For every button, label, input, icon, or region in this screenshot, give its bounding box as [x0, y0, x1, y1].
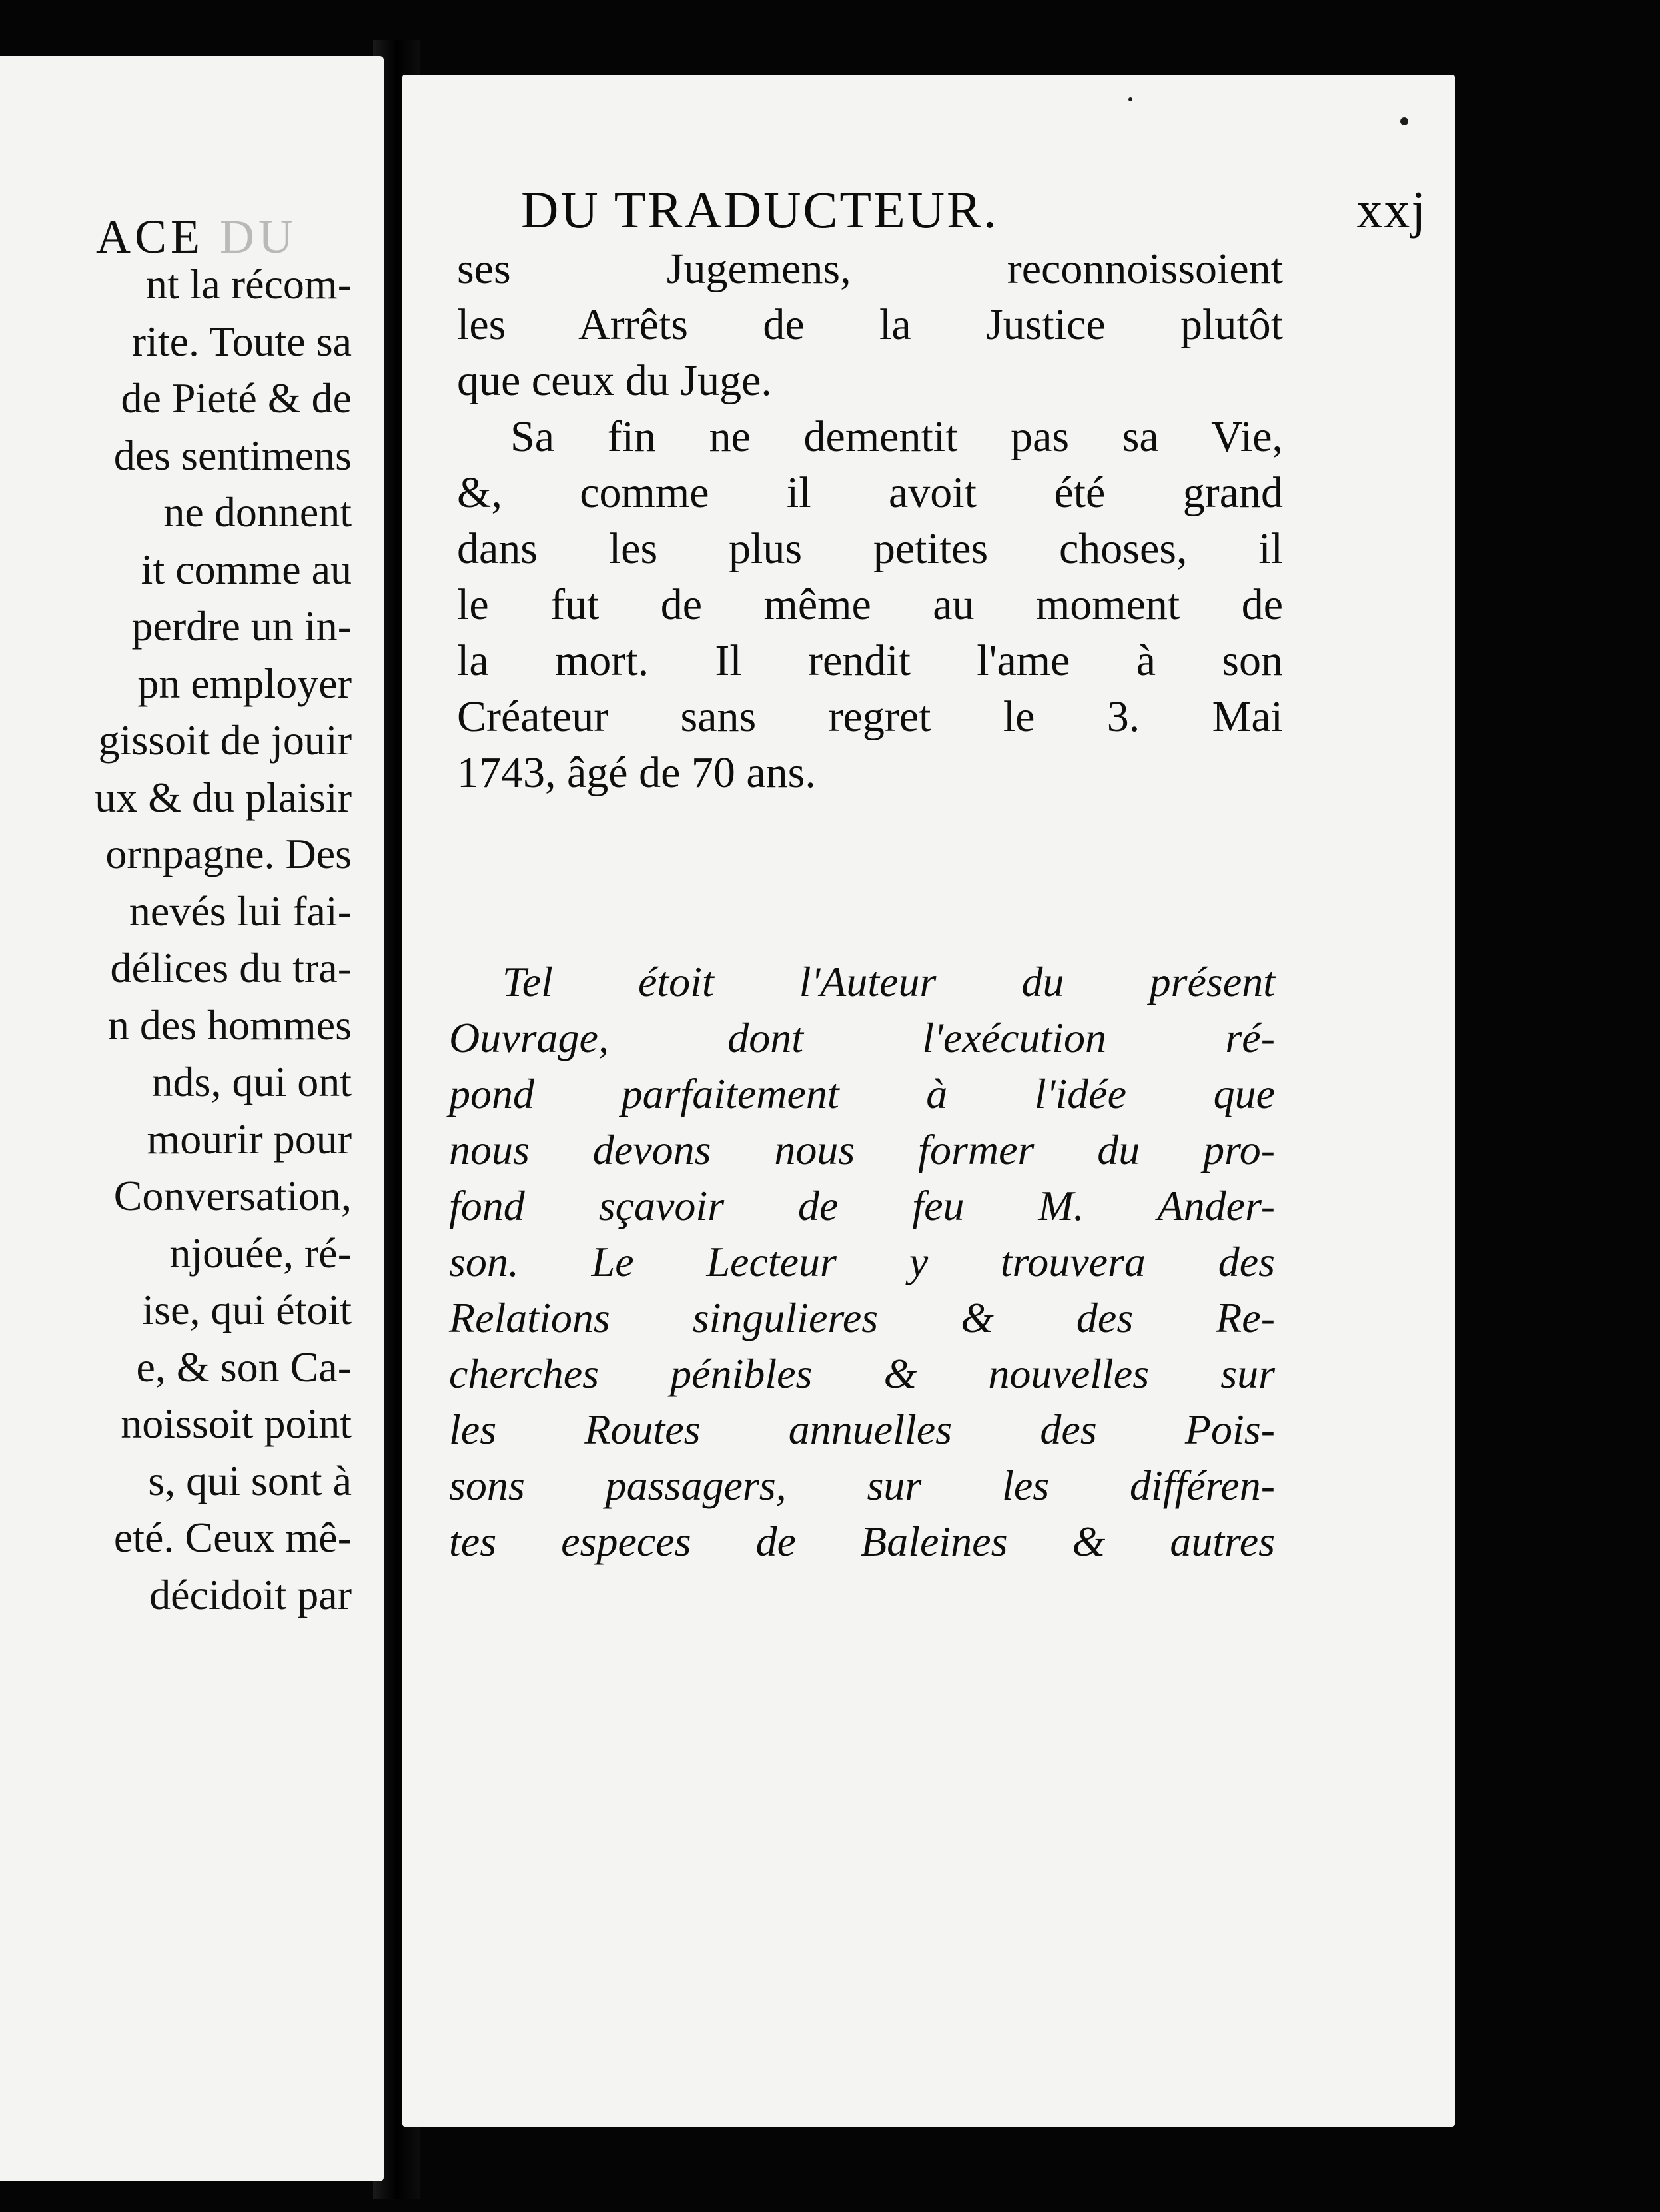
left-text-line: nt la récom- — [145, 261, 352, 308]
left-text-line: délices du tra- — [110, 944, 352, 991]
left-page-text — [95, 256, 352, 1623]
italic-text-line: fond sçavoir de feu M. Ander- — [449, 1182, 1275, 1229]
left-text-line: perdre un in- — [131, 602, 352, 650]
left-text-line: Conversation, — [113, 1172, 352, 1219]
left-text-line: ux & du plaisir — [95, 773, 352, 821]
left-text-line: ne donnent — [163, 488, 352, 536]
left-text-line: n des hommes — [107, 1001, 352, 1049]
left-text-line: e, & son Ca- — [136, 1343, 352, 1390]
ink-speck — [1400, 117, 1408, 125]
right-page — [402, 75, 1455, 2127]
italic-text-line: nous devons nous former du pro- — [449, 1126, 1275, 1173]
italic-text-line: pond parfaitement à l'idée que — [449, 1070, 1275, 1117]
left-text-line: s, qui sont à — [148, 1456, 352, 1504]
left-text-line: de Pieté & de — [121, 374, 352, 422]
left-text-line: des sentimens — [113, 431, 352, 479]
text-line: ses Jugemens, reconnoissoient — [457, 245, 1283, 293]
left-page — [0, 56, 384, 2181]
left-text-line: it comme au — [141, 545, 352, 593]
left-text-line: rite. Toute sa — [131, 317, 352, 365]
left-text-line: ise, qui étoit — [142, 1286, 352, 1333]
text-line: dans les plus petites choses, il — [457, 524, 1283, 573]
text-line: que ceux du Juge. — [457, 356, 772, 405]
text-line: &, comme il avoit été grand — [457, 468, 1283, 517]
italic-text-line: Ouvrage, dont l'exécution ré- — [449, 1014, 1275, 1061]
text-line: Sa fin ne dementit pas sa Vie, — [510, 412, 1283, 461]
italic-text-line: Tel étoit l'Auteur du présent — [502, 958, 1275, 1005]
italic-text-line: tes especes de Baleines & autres — [449, 1518, 1275, 1565]
running-head-title: DU TRADUCTEUR. — [521, 181, 999, 239]
ink-speck — [1128, 97, 1132, 101]
left-text-line: njouée, ré- — [169, 1229, 352, 1277]
text-line: le fut de même au moment de — [457, 580, 1283, 629]
italic-text-line: les Routes annuelles des Pois- — [449, 1406, 1275, 1453]
left-text-line: pn employer — [137, 659, 352, 707]
left-text-line: noissoit point — [121, 1400, 352, 1447]
left-running-head-bleed: DU — [220, 210, 297, 263]
text-line: les Arrêts de la Justice plutôt — [457, 300, 1283, 349]
italic-paragraph — [449, 954, 1275, 1570]
text-line: 1743, âgé de 70 ans. — [457, 748, 816, 797]
italic-text-line: Relations singulieres & des Re- — [449, 1294, 1275, 1341]
italic-text-line: sons passagers, sur les différen- — [449, 1462, 1275, 1509]
left-running-head-text: ACE — [96, 210, 204, 263]
text-line: Créateur sans regret le 3. Mai — [457, 692, 1283, 741]
page-number: xxj — [1356, 181, 1427, 239]
text-line: la mort. Il rendit l'ame à son — [457, 636, 1283, 685]
italic-text-line: cherches pénibles & nouvelles sur — [449, 1350, 1275, 1397]
italic-text-line: son. Le Lecteur y trouvera des — [449, 1238, 1275, 1285]
left-text-line: eté. Ceux mê- — [113, 1514, 352, 1561]
left-text-line: ornpagne. Des — [105, 830, 352, 877]
left-text-line: nds, qui ont — [151, 1058, 352, 1105]
left-text-line: gissoit de jouir — [98, 716, 352, 764]
left-text-line: nevés lui fai- — [129, 887, 352, 935]
left-text-line: mourir pour — [147, 1115, 352, 1163]
roman-paragraphs — [457, 241, 1283, 801]
left-text-line: décidoit par — [149, 1570, 352, 1618]
running-head — [521, 180, 1427, 240]
